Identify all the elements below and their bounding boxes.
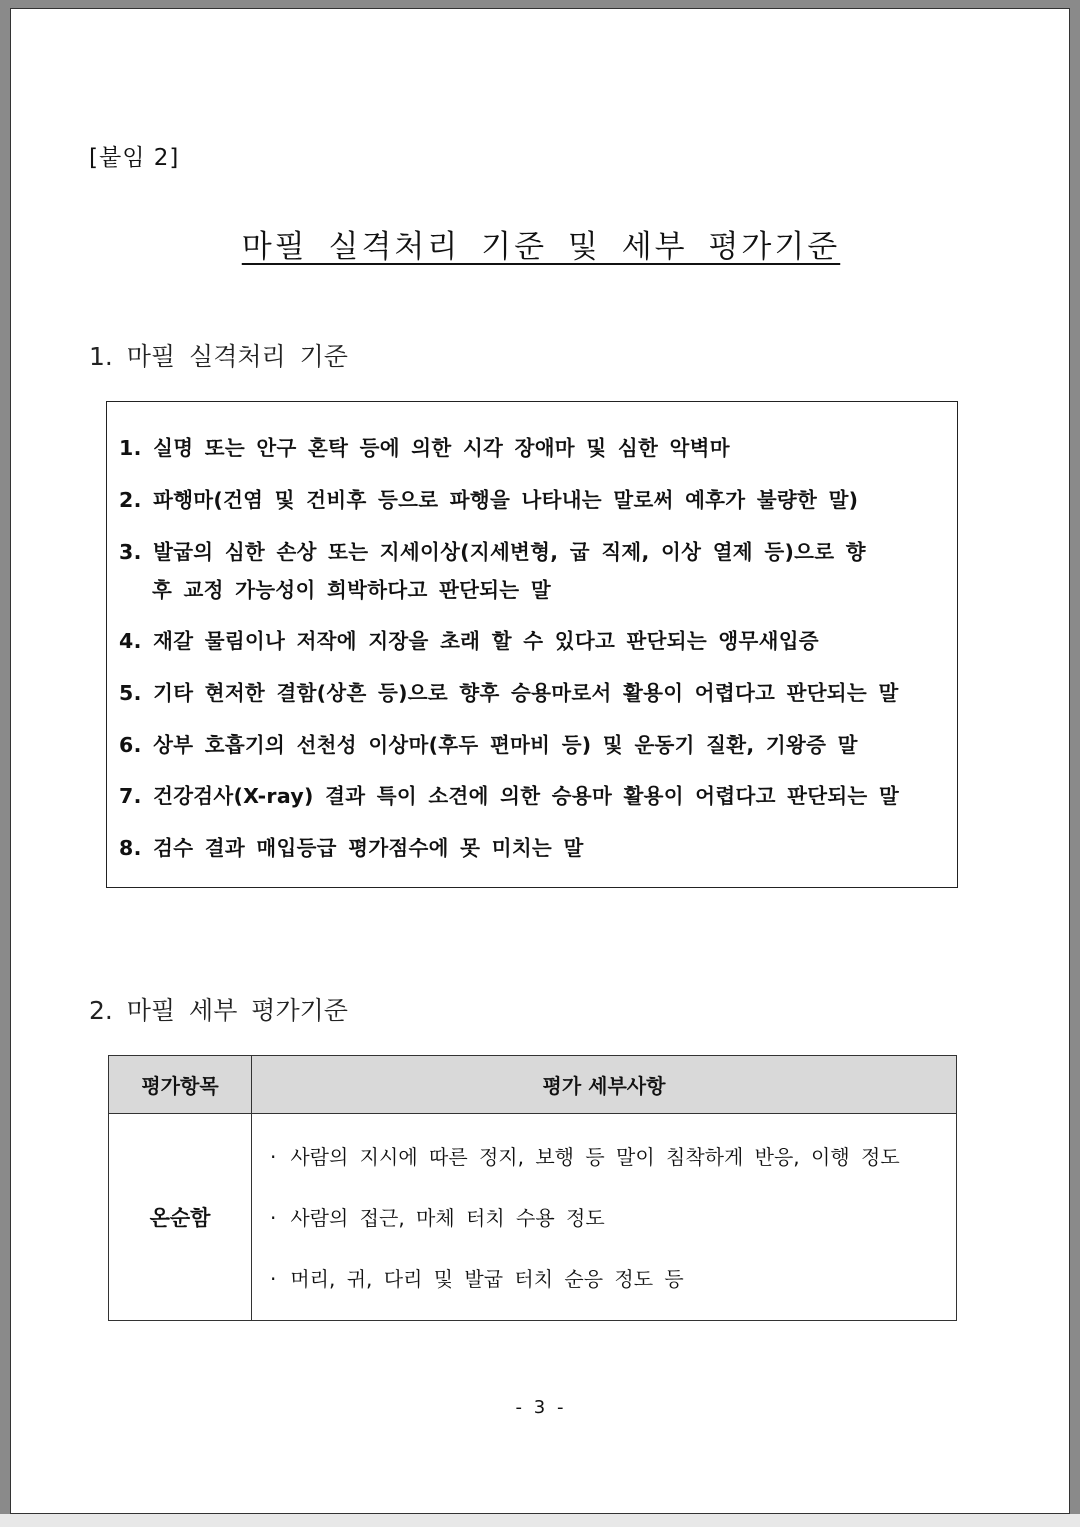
detail-text: 사람의 지시에 따른 정지, 보행 등 말이 침착하게 반응, 이행 정도 xyxy=(290,1145,900,1169)
detail-item xyxy=(270,1127,956,1188)
criterion-8: 8. 검수 결과 매입등급 평가점수에 못 미치는 말 xyxy=(119,836,584,860)
criterion-3: 3. 발굽의 심한 손상 또는 지세이상(지세변형, 굽 직제, 이상 열제 등)으로 향 xyxy=(119,540,866,564)
evaluation-table xyxy=(108,1055,957,1321)
attachment-label: [붙임 2] xyxy=(89,145,180,171)
detail-text: 사람의 접근, 마체 터치 수용 정도 xyxy=(290,1206,605,1230)
table-header-row xyxy=(109,1056,957,1114)
detail-item xyxy=(270,1249,956,1310)
evaluation-details-cell xyxy=(252,1114,957,1321)
criterion-3-continued: 후 교정 가능성이 희박하다고 판단되는 말 xyxy=(152,578,551,602)
criterion-1: 1. 실명 또는 안구 혼탁 등에 의한 시각 장애마 및 심한 악벽마 xyxy=(119,436,730,460)
criterion-6: 6. 상부 호흡기의 선천성 이상마(후두 편마비 등) 및 운동기 질환, 기왕증 말 xyxy=(119,733,858,757)
criterion-7: 7. 건강검사(X-ray) 결과 특이 소견에 의한 승용마 활용이 어렵다고 판단되는 말 xyxy=(119,784,900,808)
bullet-icon: · xyxy=(270,1267,277,1291)
table-row xyxy=(109,1114,957,1321)
bullet-icon: · xyxy=(270,1206,277,1230)
header-evaluation-details: 평가 세부사항 xyxy=(252,1056,957,1114)
section2-heading: 2. 마필 세부 평가기준 xyxy=(89,996,348,1025)
page-number: - 3 - xyxy=(515,1397,567,1418)
viewer-bottom-edge xyxy=(0,1514,1080,1527)
evaluation-item-cell: 온순함 xyxy=(109,1114,252,1321)
criterion-5: 5. 기타 현저한 결함(상흔 등)으로 향후 승용마로서 활용이 어렵다고 판단되는 말 xyxy=(119,681,899,705)
criterion-4: 4. 재갈 물림이나 저작에 지장을 초래 할 수 있다고 판단되는 앵무새입증 xyxy=(119,629,819,653)
document-page xyxy=(10,8,1070,1514)
disqualification-criteria-box xyxy=(106,401,958,888)
detail-text: 머리, 귀, 다리 및 발굽 터치 순응 정도 등 xyxy=(290,1267,684,1291)
header-evaluation-item: 평가항목 xyxy=(109,1056,252,1114)
section1-heading: 1. 마필 실격처리 기준 xyxy=(89,342,348,371)
bullet-icon: · xyxy=(270,1145,277,1169)
document-title xyxy=(11,221,1071,266)
document-title-text: 마필 실격처리 기준 및 세부 평가기준 xyxy=(241,229,841,265)
criterion-2: 2. 파행마(건염 및 건비후 등으로 파행을 나타내는 말로써 예후가 불량한 말) xyxy=(119,488,859,512)
detail-item xyxy=(270,1188,956,1249)
